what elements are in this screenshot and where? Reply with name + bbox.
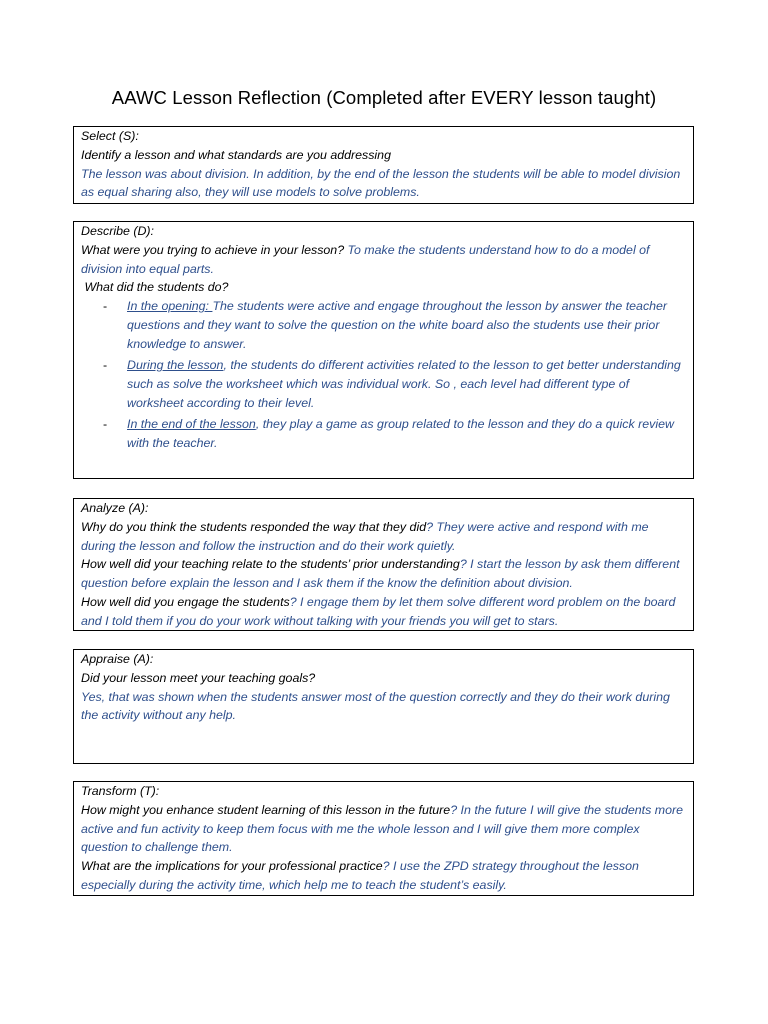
transform-question-2: What are the implications for your professional practice (81, 859, 383, 874)
list-item-label: In the end of the lesson (127, 416, 256, 431)
analyze-q2-paragraph (81, 555, 685, 593)
analyze-question-2: How well did your teaching relate to the students’ prior understanding (81, 557, 460, 572)
analyze-q3-paragraph (81, 593, 685, 631)
transform-answer-1: ? In the future I will give the students more active and fun activity to keep them focus with me the whole lesson and I will give them more complex question to challenge them. (81, 802, 683, 855)
list-item-label: In the opening: (127, 299, 213, 314)
analyze-answer-3: ? I engage them by let them solve different word problem on the board and I told them if you do your work without talking with your friends you will get to stars. (81, 594, 676, 628)
analyze-section (73, 498, 694, 631)
select-answer: The lesson was about division. In addition, by the end of the lesson the students will be able to model division as equal sharing also, they will use models to solve problems. (81, 166, 681, 200)
transform-q2-paragraph (81, 857, 685, 895)
list-item-text: The students were active and engage throughout the lesson by answer the teacher questions and they want to solve the question on the white board also the students use their prior knowledge to answer. (127, 299, 668, 351)
describe-prompt-2: What did the students do? (81, 280, 229, 295)
appraise-answer: Yes, that was shown when the students answer most of the question correctly and they do their work during the activity without any help. (81, 689, 670, 723)
select-heading: Select (S): (81, 129, 139, 143)
transform-heading: Transform (T): (81, 784, 160, 798)
select-section (73, 126, 694, 204)
list-item (81, 415, 685, 453)
transform-q1-paragraph (81, 801, 685, 857)
describe-prompt-1: What were you trying to achieve in your lesson? (81, 242, 345, 257)
analyze-heading: Analyze (A): (81, 501, 149, 515)
describe-q1-paragraph (81, 241, 685, 279)
list-item-text: , the students do different activities related to the lesson to get better understanding such as solve the worksheet which was individual work. So , each level had different type of worksheet according to their level. (127, 358, 681, 410)
analyze-q1-paragraph (81, 518, 685, 556)
appraise-section (73, 649, 694, 764)
appraise-prompt: Did your lesson meet your teaching goals? (81, 670, 316, 685)
list-item (81, 356, 685, 412)
analyze-question-3: How well did you engage the students (81, 594, 290, 609)
list-item (81, 297, 685, 353)
describe-section (73, 221, 694, 479)
transform-question-1: How might you enhance student learning of this lesson in the future (81, 802, 451, 817)
transform-section (73, 781, 694, 896)
appraise-heading: Appraise (A): (81, 652, 154, 666)
describe-activity-list (81, 297, 685, 452)
list-item-text: , they play a game as group related to the lesson and they do a quick review with the teacher. (127, 416, 674, 450)
select-prompt: Identify a lesson and what standards are you addressing (81, 147, 391, 162)
page-title: AAWC Lesson Reflection (Completed after EVERY lesson taught) (111, 87, 657, 108)
analyze-question-1: Why do you think the students responded the way that they did (81, 519, 427, 534)
analyze-answer-2: ? I start the lesson by ask them different question before explain the lesson and I ask them if the know the definition about division. (81, 557, 680, 591)
list-item-label: During the lesson (127, 358, 224, 373)
transform-answer-2: ? I use the ZPD strategy throughout the lesson especially during the activity time, which help me to teach the student’s easily. (81, 859, 639, 892)
describe-heading: Describe (D): (81, 224, 154, 238)
analyze-answer-1: ? They were active and respond with me during the lesson and follow the instruction and do their work quietly. (81, 519, 649, 553)
describe-answer-1: To make the students understand how to do a model of division into equal parts. (81, 242, 650, 276)
